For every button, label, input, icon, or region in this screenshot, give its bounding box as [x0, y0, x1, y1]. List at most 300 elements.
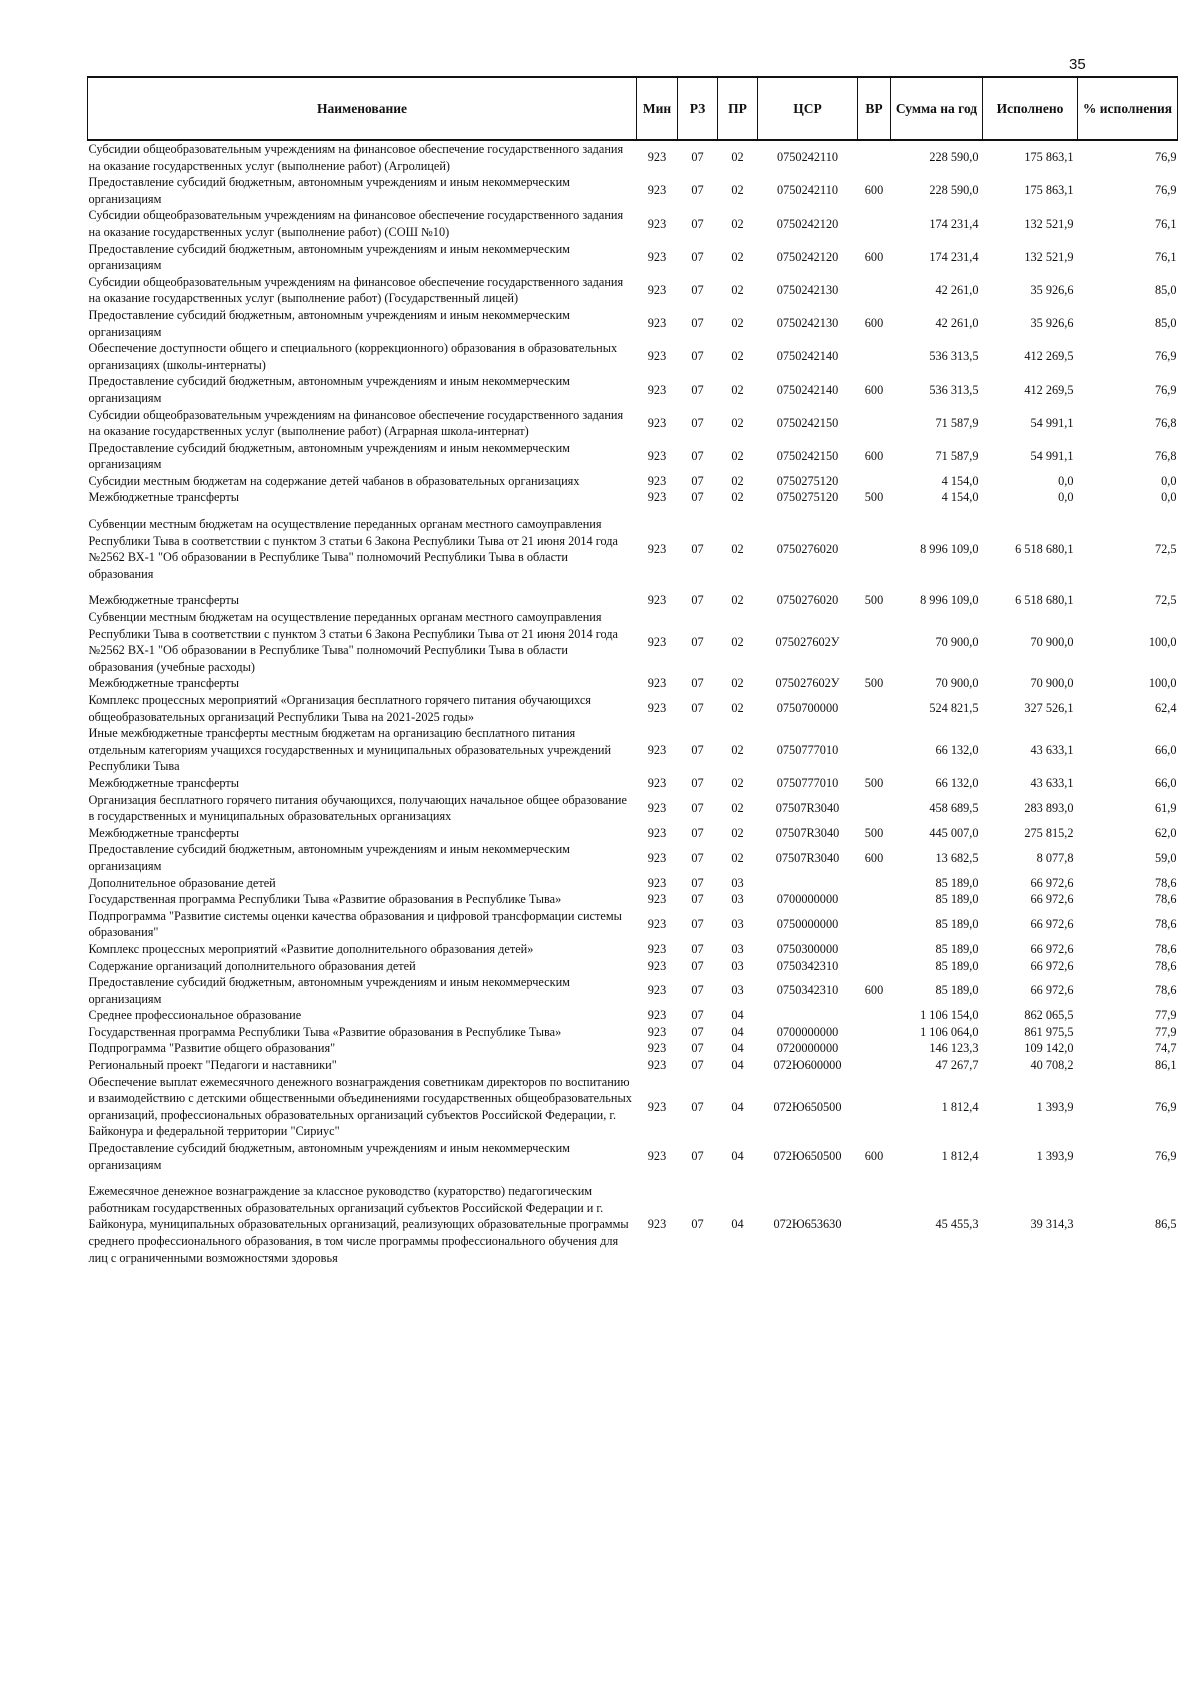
cell-done: 412 269,5	[1024, 349, 1074, 364]
cell-csr: 0750242140	[776, 349, 839, 364]
table-row	[88, 274, 1178, 307]
cell-rz: 07	[691, 634, 704, 649]
cell-min: 923	[647, 1149, 667, 1164]
cell-done: 0,0	[1058, 473, 1074, 488]
cell-min: 923	[647, 983, 667, 998]
cell-pct: 77,9	[1154, 1008, 1177, 1023]
cell-name: Межбюджетные трансферты	[88, 676, 240, 691]
cell-sum: 66 132,0	[935, 775, 979, 790]
cell-name: Предоставление субсидий бюджетным, автономным учреждениям и иным некоммерческим организациям	[88, 374, 570, 405]
cell-csr: 07507R3040	[775, 800, 840, 815]
cell-rz: 07	[691, 892, 704, 907]
cell-csr: 0750777010	[776, 742, 839, 757]
cell-name: Обеспечение доступности общего и специального (коррекционного) образования в образовательных организациях (школы-интернаты)	[88, 341, 618, 372]
cell-csr: 072Ю650500	[773, 1099, 842, 1114]
cell-name: Субсидии общеобразовательным учреждениям на финансовое обеспечение государственного задания на оказание государственных услуг (выполнение работ) (Агролицей)	[88, 142, 624, 173]
cell-sum: 42 261,0	[935, 283, 979, 298]
table-row	[88, 725, 1178, 775]
cell-vr	[858, 875, 891, 892]
header-sum: Сумма на год	[891, 77, 983, 140]
cell-vr: 600	[864, 983, 884, 998]
cell-csr: 0750275120	[776, 473, 839, 488]
cell-pct: 72,5	[1154, 593, 1177, 608]
cell-vr	[858, 692, 891, 725]
cell-vr	[858, 958, 891, 975]
cell-vr	[858, 340, 891, 373]
table-row	[88, 241, 1178, 274]
cell-done: 283 893,0	[1024, 800, 1074, 815]
cell-min: 923	[647, 249, 667, 264]
cell-pr: 02	[731, 800, 744, 815]
cell-done: 0,0	[1058, 490, 1074, 505]
table-row	[88, 373, 1178, 406]
cell-name: Дополнительное образование детей	[88, 875, 276, 890]
cell-done: 40 708,2	[1030, 1058, 1074, 1073]
cell-pct: 85,0	[1154, 283, 1177, 298]
cell-rz: 07	[691, 490, 704, 505]
cell-sum: 85 189,0	[935, 917, 979, 932]
cell-csr: 0750300000	[776, 941, 839, 956]
cell-done: 35 926,6	[1030, 283, 1074, 298]
header-vr: ВР	[858, 77, 891, 140]
cell-min: 923	[647, 775, 667, 790]
cell-vr: 600	[864, 382, 884, 397]
table-row	[88, 675, 1178, 692]
cell-csr: 0720000000	[776, 1041, 839, 1056]
cell-rz: 07	[691, 316, 704, 331]
cell-rz: 07	[691, 1024, 704, 1039]
cell-sum: 8 996 109,0	[920, 541, 979, 556]
cell-min: 923	[647, 283, 667, 298]
cell-rz: 07	[691, 150, 704, 165]
cell-pr: 02	[731, 593, 744, 608]
cell-name: Предоставление субсидий бюджетным, автономным учреждениям и иным некоммерческим организациям	[88, 842, 570, 873]
cell-done: 43 633,1	[1030, 775, 1074, 790]
cell-name: Субвенции местным бюджетам на осуществление переданных органам местного самоуправления Республики Тыва в соответствии с пунктом 3 статьи 6 Закона Республики Тыва от 21 июня 2014 года №2562 ВХ-1 "Об образовании в Республике Тыва" полномочий Республики Тыва в области образования (учебные расходы)	[88, 610, 619, 674]
cell-min: 923	[647, 1217, 667, 1232]
cell-sum: 85 189,0	[935, 875, 979, 890]
header-name: Наименование	[88, 77, 637, 140]
cell-pr: 03	[731, 983, 744, 998]
cell-rz: 07	[691, 676, 704, 691]
cell-pr: 04	[731, 1041, 744, 1056]
cell-vr: 500	[864, 676, 884, 691]
cell-pct: 76,1	[1154, 249, 1177, 264]
cell-vr: 500	[864, 593, 884, 608]
cell-rz: 07	[691, 1008, 704, 1023]
cell-pct: 72,5	[1154, 541, 1177, 556]
cell-name: Ежемесячное денежное вознаграждение за классное руководство (кураторство) педагогическим работникам государственных образовательных организаций субъектов Российской Федерации и г. Байконура, муниципальных образовательных организаций, реализующих образовательные программы среднего профессионального образования, в том числе программы профессионального обучения для лиц с ограниченными возможностями здоровья	[88, 1184, 629, 1265]
table-row	[88, 174, 1178, 207]
cell-rz: 07	[691, 448, 704, 463]
cell-csr: 0750242150	[776, 448, 839, 463]
cell-vr	[858, 1057, 891, 1074]
cell-vr	[858, 891, 891, 908]
cell-pct: 74,7	[1154, 1041, 1177, 1056]
cell-vr	[858, 908, 891, 941]
cell-vr	[858, 609, 891, 675]
cell-done: 412 269,5	[1024, 382, 1074, 397]
header-done: Исполнено	[983, 77, 1078, 140]
cell-sum: 85 189,0	[935, 941, 979, 956]
cell-vr	[858, 207, 891, 240]
cell-pct: 78,6	[1154, 941, 1177, 956]
cell-rz: 07	[691, 1041, 704, 1056]
cell-pr: 04	[731, 1058, 744, 1073]
cell-min: 923	[647, 382, 667, 397]
cell-pr: 03	[731, 958, 744, 973]
cell-min: 923	[647, 634, 667, 649]
cell-sum: 47 267,7	[935, 1058, 979, 1073]
cell-min: 923	[647, 150, 667, 165]
cell-sum: 45 455,3	[935, 1217, 979, 1232]
cell-pr: 02	[731, 283, 744, 298]
table-row	[88, 792, 1178, 825]
cell-pr: 03	[731, 875, 744, 890]
table-row	[88, 941, 1178, 958]
cell-pr: 04	[731, 1099, 744, 1114]
cell-pr: 02	[731, 541, 744, 556]
cell-name: Межбюджетные трансферты	[88, 825, 240, 840]
header-rz: РЗ	[678, 77, 718, 140]
cell-csr: 0750700000	[776, 701, 839, 716]
cell-done: 66 972,6	[1030, 875, 1074, 890]
cell-csr: 0750342310	[776, 983, 839, 998]
table-row	[88, 473, 1178, 490]
table-row	[88, 875, 1178, 892]
cell-done: 132 521,9	[1024, 216, 1074, 231]
cell-vr	[858, 1007, 891, 1024]
cell-vr: 500	[864, 775, 884, 790]
cell-done: 175 863,1	[1024, 183, 1074, 198]
cell-min: 923	[647, 1008, 667, 1023]
cell-min: 923	[647, 216, 667, 231]
cell-pr: 02	[731, 316, 744, 331]
cell-sum: 228 590,0	[929, 150, 979, 165]
cell-csr: 0750777010	[776, 775, 839, 790]
cell-vr: 600	[864, 1149, 884, 1164]
cell-sum: 85 189,0	[935, 892, 979, 907]
cell-pct: 76,9	[1154, 150, 1177, 165]
table-row	[88, 1040, 1178, 1057]
cell-pct: 76,8	[1154, 448, 1177, 463]
cell-sum: 174 231,4	[929, 249, 979, 264]
cell-name: Региональный проект "Педагоги и наставники"	[88, 1058, 337, 1073]
cell-csr: 0750242110	[776, 183, 839, 198]
cell-pct: 85,0	[1154, 316, 1177, 331]
table-row	[88, 1074, 1178, 1140]
cell-rz: 07	[691, 415, 704, 430]
cell-min: 923	[647, 941, 667, 956]
cell-sum: 4 154,0	[941, 473, 979, 488]
cell-min: 923	[647, 917, 667, 932]
row-spacer	[88, 582, 1178, 592]
cell-name: Организация бесплатного горячего питания обучающихся, получающих начальное общее образование в государственных и муниципальных образовательных организациях	[88, 792, 627, 824]
cell-done: 43 633,1	[1030, 742, 1074, 757]
table-row	[88, 1183, 1178, 1266]
cell-pct: 86,1	[1154, 1058, 1177, 1073]
cell-csr: 075027602У	[775, 676, 840, 691]
cell-done: 54 991,1	[1030, 448, 1074, 463]
cell-done: 35 926,6	[1030, 316, 1074, 331]
cell-vr	[858, 1040, 891, 1057]
cell-pct: 66,0	[1154, 775, 1177, 790]
cell-pr: 04	[731, 1217, 744, 1232]
table-row	[88, 516, 1178, 582]
cell-pr: 02	[731, 825, 744, 840]
table-row	[88, 974, 1178, 1007]
cell-done: 1 393,9	[1036, 1149, 1074, 1164]
cell-csr	[758, 1007, 858, 1024]
cell-pr: 02	[731, 490, 744, 505]
cell-vr	[858, 140, 891, 174]
cell-min: 923	[647, 800, 667, 815]
cell-sum: 1 106 064,0	[920, 1024, 979, 1039]
cell-min: 923	[647, 1099, 667, 1114]
table-row	[88, 1024, 1178, 1041]
cell-pct: 61,9	[1154, 800, 1177, 815]
cell-pr: 02	[731, 183, 744, 198]
cell-name: Субсидии местным бюджетам на содержание детей чабанов в образовательных организациях	[88, 473, 580, 488]
cell-name: Комплекс процессных мероприятий «Организация бесплатного горячего питания обучающихся общеобразовательных организаций Республики Тыва на 2021-2025 годы»	[88, 693, 591, 724]
cell-name: Предоставление субсидий бюджетным, автономным учреждениям и иным некоммерческим организациям	[88, 1141, 570, 1172]
cell-name: Межбюджетные трансферты	[88, 490, 240, 505]
cell-rz: 07	[691, 1149, 704, 1164]
cell-name: Предоставление субсидий бюджетным, автономным учреждениям и иным некоммерческим организациям	[88, 307, 570, 339]
cell-csr: 07507R3040	[775, 825, 840, 840]
cell-csr: 0700000000	[776, 892, 839, 907]
cell-min: 923	[647, 490, 667, 505]
cell-vr	[858, 725, 891, 775]
cell-vr	[858, 792, 891, 825]
cell-sum: 71 587,9	[935, 448, 979, 463]
header-pct: % исполнения	[1078, 77, 1178, 140]
cell-pct: 78,6	[1154, 983, 1177, 998]
cell-pr: 02	[731, 634, 744, 649]
cell-csr: 0750242120	[776, 249, 839, 264]
cell-done: 109 142,0	[1024, 1041, 1074, 1056]
cell-name: Среднее профессиональное образование	[88, 1008, 302, 1023]
cell-csr: 0750242130	[776, 283, 839, 298]
cell-name: Предоставление субсидий бюджетным, автономным учреждениям и иным некоммерческим организациям	[88, 241, 570, 273]
cell-min: 923	[647, 473, 667, 488]
table-row	[88, 307, 1178, 340]
cell-name: Предоставление субсидий бюджетным, автономным учреждениям и иным некоммерческим организациям	[88, 440, 570, 472]
cell-rz: 07	[691, 800, 704, 815]
cell-rz: 07	[691, 941, 704, 956]
cell-min: 923	[647, 701, 667, 716]
cell-vr	[858, 473, 891, 490]
cell-pr: 02	[731, 415, 744, 430]
cell-sum: 174 231,4	[929, 216, 979, 231]
cell-pr: 03	[731, 892, 744, 907]
cell-vr	[858, 1183, 891, 1266]
cell-name: Государственная программа Республики Тыва «Развитие образования в Республике Тыва»	[88, 892, 562, 907]
cell-pct: 0,0	[1161, 473, 1177, 488]
cell-min: 923	[647, 892, 667, 907]
cell-done: 6 518 680,1	[1015, 593, 1074, 608]
cell-name: Содержание организаций дополнительного образования детей	[88, 958, 416, 973]
table-row	[88, 775, 1178, 792]
table-row	[88, 489, 1178, 506]
cell-rz: 07	[691, 875, 704, 890]
cell-csr: 072Ю650500	[773, 1149, 842, 1164]
cell-vr	[858, 1074, 891, 1140]
cell-sum: 458 689,5	[929, 800, 979, 815]
cell-done: 8 077,8	[1036, 850, 1074, 865]
cell-min: 923	[647, 541, 667, 556]
cell-min: 923	[647, 1024, 667, 1039]
cell-csr: 0750342310	[776, 958, 839, 973]
cell-sum: 66 132,0	[935, 742, 979, 757]
cell-rz: 07	[691, 850, 704, 865]
cell-pr: 02	[731, 742, 744, 757]
cell-rz: 07	[691, 917, 704, 932]
cell-vr: 600	[864, 183, 884, 198]
cell-done: 6 518 680,1	[1015, 541, 1074, 556]
cell-sum: 536 313,5	[929, 349, 979, 364]
table-row	[88, 825, 1178, 842]
cell-name: Межбюджетные трансферты	[88, 593, 240, 608]
cell-min: 923	[647, 1041, 667, 1056]
cell-csr	[758, 875, 858, 892]
cell-pct: 0,0	[1161, 490, 1177, 505]
cell-csr: 0750242150	[776, 415, 839, 430]
cell-pr: 02	[731, 448, 744, 463]
cell-rz: 07	[691, 473, 704, 488]
table-row	[88, 340, 1178, 373]
cell-pr: 04	[731, 1008, 744, 1023]
cell-csr: 0750276020	[776, 541, 839, 556]
table-row	[88, 958, 1178, 975]
cell-min: 923	[647, 676, 667, 691]
cell-min: 923	[647, 448, 667, 463]
cell-name: Иные межбюджетные трансферты местным бюджетам на организацию бесплатного питания отдельным категориям учащихся государственных и муниципальных образовательных учреждений Республики Тыва	[88, 726, 612, 774]
cell-csr: 0750276020	[776, 593, 839, 608]
cell-min: 923	[647, 850, 667, 865]
cell-pr: 02	[731, 850, 744, 865]
cell-sum: 8 996 109,0	[920, 593, 979, 608]
cell-min: 923	[647, 316, 667, 331]
cell-done: 70 900,0	[1030, 634, 1074, 649]
cell-min: 923	[647, 742, 667, 757]
cell-name: Подпрограмма "Развитие общего образования"	[88, 1041, 336, 1056]
table-row	[88, 592, 1178, 609]
cell-done: 1 393,9	[1036, 1099, 1074, 1114]
cell-csr: 0750242130	[776, 316, 839, 331]
cell-name: Предоставление субсидий бюджетным, автономным учреждениям и иным некоммерческим организациям	[88, 175, 570, 206]
cell-rz: 07	[691, 593, 704, 608]
table-header-row	[88, 77, 1178, 140]
cell-rz: 07	[691, 983, 704, 998]
cell-vr: 600	[864, 850, 884, 865]
cell-pr: 02	[731, 473, 744, 488]
cell-vr	[858, 274, 891, 307]
cell-vr: 500	[864, 490, 884, 505]
cell-pct: 78,6	[1154, 875, 1177, 890]
cell-pct: 76,1	[1154, 216, 1177, 231]
cell-pr: 04	[731, 1024, 744, 1039]
cell-csr: 075027602У	[775, 634, 840, 649]
cell-pr: 02	[731, 382, 744, 397]
table-row	[88, 891, 1178, 908]
cell-pct: 59,0	[1154, 850, 1177, 865]
cell-csr: 0750275120	[776, 490, 839, 505]
cell-rz: 07	[691, 183, 704, 198]
cell-sum: 70 900,0	[935, 676, 979, 691]
cell-pr: 03	[731, 941, 744, 956]
cell-done: 66 972,6	[1030, 917, 1074, 932]
cell-sum: 71 587,9	[935, 415, 979, 430]
cell-done: 70 900,0	[1030, 676, 1074, 691]
cell-name: Субвенции местным бюджетам на осуществление переданных органам местного самоуправления Республики Тыва в соответствии с пунктом 3 статьи 6 Закона Республики Тыва от 21 июня 2014 года №2562 ВХ-1 "Об образовании в Республике Тыва" полномочий Республики Тыва в области образования	[88, 517, 619, 581]
cell-sum: 445 007,0	[929, 825, 979, 840]
cell-pct: 76,9	[1154, 382, 1177, 397]
cell-pct: 78,6	[1154, 917, 1177, 932]
cell-csr: 0750000000	[776, 917, 839, 932]
cell-done: 861 975,5	[1024, 1024, 1074, 1039]
cell-pct: 76,9	[1154, 183, 1177, 198]
cell-name: Подпрограмма "Развитие системы оценки качества образования и цифровой трансформации системы образования"	[88, 908, 622, 940]
budget-execution-table	[87, 76, 1178, 1266]
cell-pct: 66,0	[1154, 742, 1177, 757]
cell-pct: 78,6	[1154, 958, 1177, 973]
cell-min: 923	[647, 825, 667, 840]
cell-pct: 76,8	[1154, 415, 1177, 430]
cell-name: Межбюджетные трансферты	[88, 775, 240, 790]
table-row	[88, 692, 1178, 725]
table-row	[88, 841, 1178, 874]
cell-sum: 85 189,0	[935, 958, 979, 973]
cell-done: 275 815,2	[1024, 825, 1074, 840]
cell-done: 66 972,6	[1030, 958, 1074, 973]
cell-pct: 76,9	[1154, 1149, 1177, 1164]
cell-vr	[858, 1024, 891, 1041]
cell-sum: 1 812,4	[941, 1149, 979, 1164]
cell-rz: 07	[691, 1217, 704, 1232]
cell-csr: 072Ю653630	[773, 1217, 842, 1232]
cell-done: 39 314,3	[1030, 1217, 1074, 1232]
row-spacer	[88, 506, 1178, 516]
cell-sum: 524 821,5	[929, 701, 979, 716]
cell-min: 923	[647, 349, 667, 364]
cell-sum: 85 189,0	[935, 983, 979, 998]
cell-rz: 07	[691, 1058, 704, 1073]
cell-min: 923	[647, 593, 667, 608]
table-row	[88, 440, 1178, 473]
cell-sum: 70 900,0	[935, 634, 979, 649]
cell-done: 66 972,6	[1030, 983, 1074, 998]
cell-pr: 02	[731, 349, 744, 364]
cell-pr: 02	[731, 249, 744, 264]
cell-vr	[858, 516, 891, 582]
cell-name: Субсидии общеобразовательным учреждениям на финансовое обеспечение государственного задания на оказание государственных услуг (выполнение работ) (Аграрная школа-интернат)	[88, 407, 624, 439]
cell-pr: 02	[731, 775, 744, 790]
cell-name: Обеспечение выплат ежемесячного денежного вознаграждения советникам директоров по воспитанию и взаимодействию с детскими общественными объединениями государственных общеобразовательных организаций, профессиональных образовательных организаций субъектов Российской Федерации, г. Байконура и федеральной территории "Сириус"	[88, 1074, 632, 1139]
cell-rz: 07	[691, 775, 704, 790]
cell-done: 54 991,1	[1030, 415, 1074, 430]
cell-csr: 0750242110	[776, 150, 839, 165]
table-row	[88, 407, 1178, 440]
cell-pr: 02	[731, 676, 744, 691]
cell-sum: 536 313,5	[929, 382, 979, 397]
cell-name: Субсидии общеобразовательным учреждениям на финансовое обеспечение государственного задания на оказание государственных услуг (выполнение работ) (Государственный лицей)	[88, 274, 624, 306]
cell-rz: 07	[691, 1099, 704, 1114]
cell-rz: 07	[691, 701, 704, 716]
page-number: 35	[1069, 56, 1086, 73]
cell-pr: 02	[731, 150, 744, 165]
cell-rz: 07	[691, 382, 704, 397]
